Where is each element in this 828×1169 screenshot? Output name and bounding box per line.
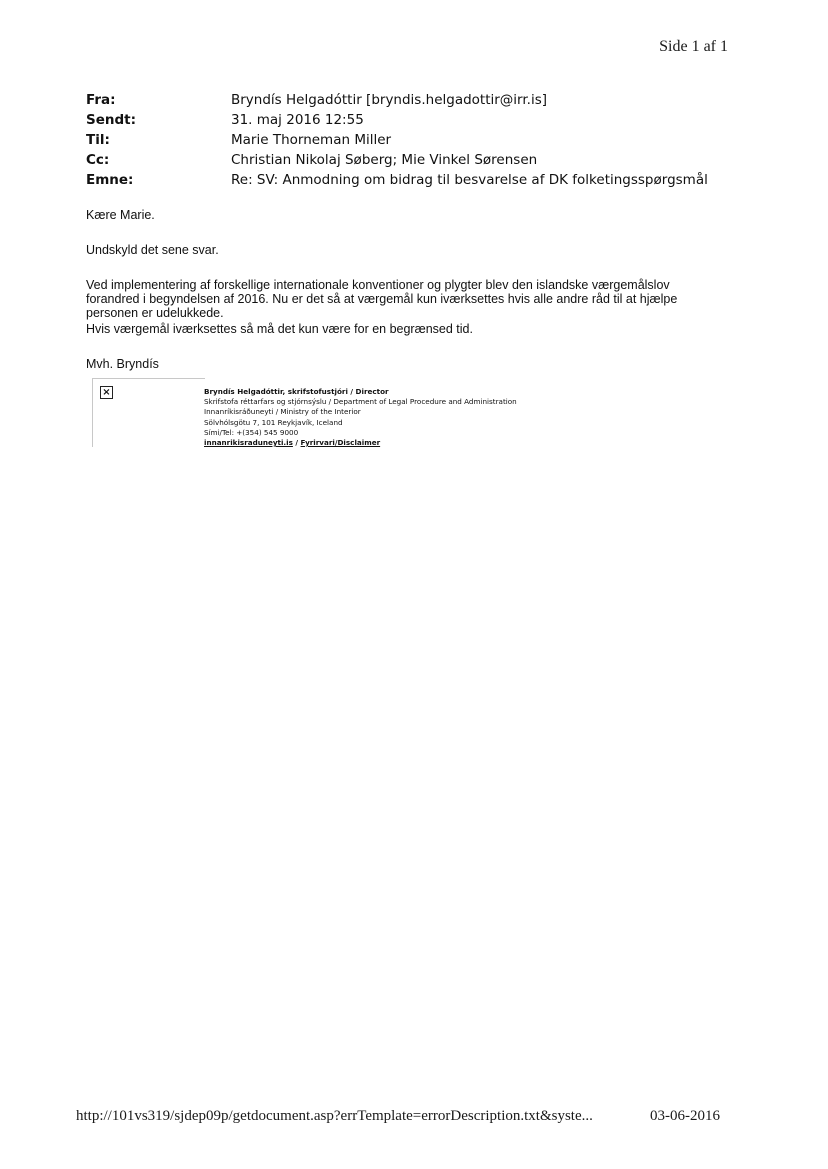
signature-phone: Sími/Tel: +(354) 545 9000	[204, 427, 299, 437]
signature-ministry: Innanríkisráðuneyti / Ministry of the Interior	[204, 407, 361, 417]
sent-row	[86, 112, 708, 132]
sent-value: 31. maj 2016 12:55	[231, 112, 364, 128]
signature-address: Sölvhólsgötu 7, 101 Reykjavík, Iceland	[204, 417, 343, 427]
subject-value: Re: SV: Anmodning om bidrag til besvarelse af DK folketingsspørgsmål	[231, 172, 708, 188]
page-number: Side 1 af 1	[659, 38, 728, 55]
apology-line: Undskyld det sene svar.	[86, 243, 219, 257]
to-row	[86, 132, 708, 152]
cc-value: Christian Nikolaj Søberg; Mie Vinkel Sørensen	[231, 152, 538, 168]
greeting: Kære Marie.	[86, 208, 155, 222]
cc-label: Cc:	[86, 152, 110, 168]
footer-date: 03-06-2016	[650, 1108, 720, 1124]
footer-url: http://101vs319/sjdep09p/getdocument.asp?errTemplate=errorDescription.txt&syste...	[76, 1108, 593, 1124]
email-header	[86, 92, 708, 192]
from-value: Bryndís Helgadóttir [bryndis.helgadottir@irr.is]	[231, 92, 548, 108]
signature-image-placeholder	[92, 378, 205, 447]
sent-label: Sendt:	[86, 112, 137, 128]
broken-image-icon: ×	[100, 386, 113, 399]
body-paragraph-1: Ved implementering af forskellige internationale konventioner og plygter blev den islandske værgemålslov forandred i begyndelsen af 2016. Nu er det så at værgemål kun iværksettes hvis alle andre råd til at hjælpe personen er udelukkede.	[86, 278, 678, 320]
subject-row	[86, 172, 708, 192]
from-label: Fra:	[86, 92, 116, 108]
from-row	[86, 92, 708, 112]
disclaimer-link[interactable]: Fyrirvari/Disclaimer	[300, 438, 381, 448]
closing: Mvh. Bryndís	[86, 357, 159, 371]
body-paragraph-2: Hvis værgemål iværksettes så må det kun være for en begrænsed tid.	[86, 322, 473, 336]
link-separator: /	[292, 438, 301, 448]
to-label: Til:	[86, 132, 110, 148]
website-link[interactable]: innanrikisraduneyti.is	[204, 438, 293, 448]
signature-links	[204, 438, 517, 448]
subject-label: Emne:	[86, 172, 134, 188]
signature-department: Skrifstofa réttarfars og stjórnsýslu / Department of Legal Procedure and Administration	[204, 397, 517, 407]
email-signature	[204, 387, 517, 448]
to-value: Marie Thorneman Miller	[231, 132, 392, 148]
cc-row	[86, 152, 708, 172]
signature-name-title: Bryndís Helgadóttir, skrifstofustjóri / Director	[204, 387, 389, 396]
